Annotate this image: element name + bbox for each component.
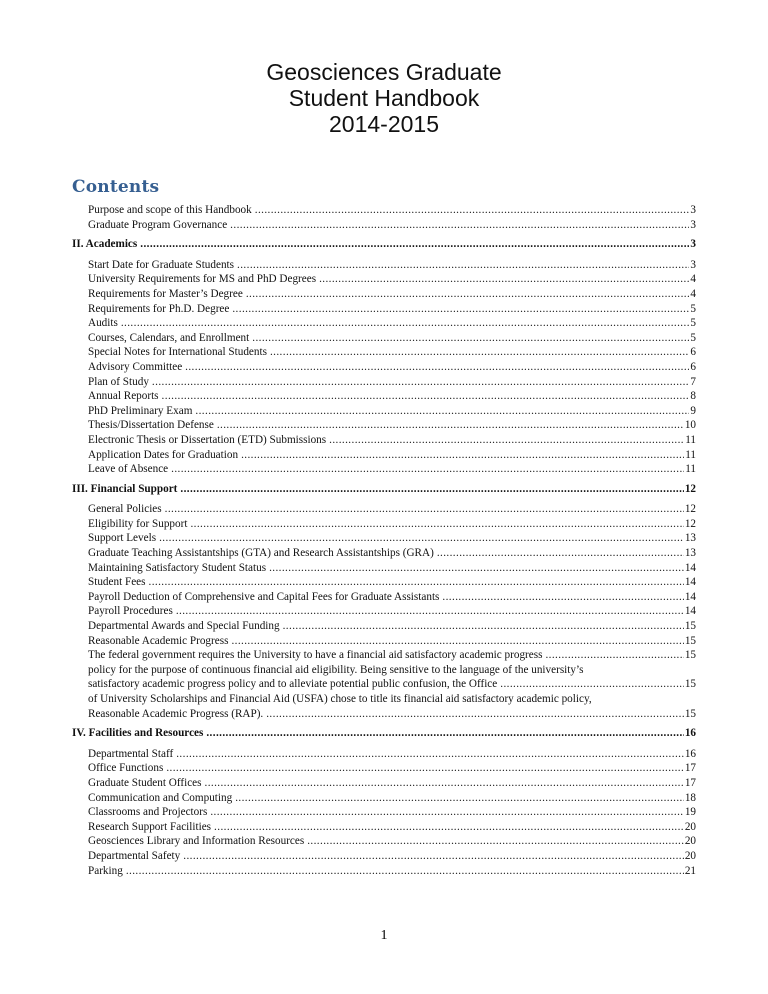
toc-entry-label: Research Support Facilities [88,820,212,833]
toc-section-academics[interactable] [72,237,696,252]
toc-entry-page: 20 [684,820,696,833]
dot-leader [152,375,689,390]
toc-entry-page: 5 [690,331,696,344]
toc-entry-page: 17 [684,762,696,775]
toc-entry-page: 13 [684,547,696,560]
toc-entry-page: 21 [684,864,696,877]
dot-leader [442,590,683,605]
toc-entry[interactable] [72,561,696,576]
dot-leader [206,726,683,741]
toc-entry-label: Payroll Procedures [88,605,173,618]
toc-entry[interactable] [72,820,696,835]
dot-leader [252,331,689,346]
title-line-3: 2014-2015 [329,111,439,137]
toc-entry-label: Purpose and scope of this Handbook [88,204,252,216]
toc-entry-page: 3 [690,218,696,231]
toc-entry[interactable] [72,448,696,463]
toc-entry[interactable] [72,849,696,864]
toc-entry[interactable] [72,331,696,346]
toc-entry-label: Courses, Calendars, and Enrollment [88,331,250,344]
toc-entry-label: Graduate Teaching Assistantships (GTA) and Research Assistantships (GRA) [88,547,434,560]
toc-entry-label: Classrooms and Projectors [88,806,208,819]
toc-entry-label: Leave of Absence [88,463,169,476]
dot-leader [166,761,684,776]
toc-entry[interactable] [72,272,696,287]
toc-entry-label: Student Fees [88,576,146,589]
dot-leader [237,258,689,273]
dot-leader [171,462,684,477]
toc-entry[interactable] [72,345,696,360]
toc-entry-page: 11 [685,433,696,446]
dot-leader [329,433,684,448]
toc-entry[interactable] [72,619,696,634]
dot-leader [180,482,683,497]
dot-leader [283,619,684,634]
toc-entry[interactable] [72,677,696,692]
dot-leader [149,575,684,590]
toc-entry[interactable] [72,805,696,820]
toc-section-page: 3 [690,238,696,251]
toc-entry-page: 14 [684,576,696,589]
dot-leader [266,707,684,722]
toc-entry-page: 15 [684,707,696,720]
toc-entry-label: Eligibility for Support [88,517,188,530]
toc-entry[interactable] [72,776,696,791]
toc-entry-page: 4 [690,287,696,300]
toc-entry[interactable] [72,218,696,233]
toc-entry-label: of University Scholarships and Financial Aid (USFA) chose to title its financial aid satisfactory academic policy, [88,693,592,705]
toc-entry-label: satisfactory academic progress policy and to alleviate potential public confusion, the Office [88,678,498,691]
toc-entry-page: 20 [684,849,696,862]
dot-leader [210,805,683,820]
dot-leader [190,517,683,532]
toc-entry[interactable] [72,517,696,532]
toc-entry-label: Support Levels [88,532,157,545]
toc-entry[interactable] [72,834,696,849]
toc-entry[interactable] [72,531,696,546]
toc-entry-page: 14 [684,590,696,603]
toc-entry[interactable] [72,258,696,273]
toc-entry-page: 11 [685,448,696,461]
toc-entry[interactable] [72,316,696,331]
dot-leader [500,677,684,692]
toc-entry-label: University Requirements for MS and PhD Degrees [88,273,317,286]
toc-entry-label: Reasonable Academic Progress (RAP). [88,707,264,720]
dot-leader [162,389,690,404]
dot-leader [195,404,689,419]
toc-entry-page: 7 [690,375,696,388]
toc-entry-page: 19 [684,806,696,819]
page-number: 1 [380,928,388,943]
toc-entry-page: 17 [684,776,696,789]
toc-entry[interactable] [72,302,696,317]
toc-entry-page: 5 [690,317,696,330]
toc-entry-label: Electronic Thesis or Dissertation (ETD) Submissions [88,433,327,446]
toc-entry[interactable] [72,747,696,762]
toc-entry-label: Application Dates for Graduation [88,448,239,461]
toc-section-page: 16 [684,727,696,740]
toc-entry-label: Advisory Committee [88,360,183,373]
toc-entry-label: Reasonable Academic Progress [88,634,229,647]
toc-section-label: II. Academics [72,238,138,251]
dot-leader [255,203,690,218]
toc-entry-label: Graduate Program Governance [88,218,228,231]
toc-entry[interactable] [72,389,696,404]
toc-entry-page: 14 [684,605,696,618]
dot-leader [140,237,689,252]
toc-entry-label: Thesis/Dissertation Defense [88,419,214,432]
toc-entry-page: 15 [684,649,696,662]
toc-entry[interactable] [72,360,696,375]
toc-entry[interactable] [72,575,696,590]
toc-entry-page: 11 [685,463,696,476]
toc-section-items [72,747,696,878]
toc-section-label: III. Financial Support [72,482,178,495]
toc-section-facilities-resources[interactable] [72,726,696,741]
toc-section-label: IV. Facilities and Resources [72,727,204,740]
table-of-contents [72,203,696,878]
document-title [0,59,768,137]
contents-heading: Contents [72,177,160,197]
dot-leader [183,849,684,864]
toc-entry-label: Maintaining Satisfactory Student Status [88,561,267,574]
dot-leader [246,287,690,302]
toc-entry-label: The federal government requires the University to have a financial aid satisfactory academic progress [88,649,543,662]
toc-entry[interactable] [72,604,696,619]
toc-entry-continuation[interactable] [72,663,696,678]
dot-leader [319,272,689,287]
toc-entry-page: 8 [690,390,696,403]
toc-entry-page: 3 [690,204,696,216]
dot-leader [269,561,684,576]
toc-entry[interactable] [72,634,696,649]
toc-entry-page: 9 [690,404,696,417]
dot-leader [270,345,689,360]
toc-entry-page: 13 [684,532,696,545]
toc-entry-page: 6 [690,346,696,359]
dot-leader [217,418,684,433]
dot-leader [205,776,684,791]
toc-entry-label: Departmental Staff [88,747,174,760]
dot-leader [176,747,684,762]
dot-leader [231,634,683,649]
dot-leader [165,502,684,517]
toc-entry-page: 16 [684,747,696,760]
toc-section-items [72,258,696,477]
toc-entry[interactable] [72,864,696,879]
toc-entry-label: General Policies [88,503,162,516]
dot-leader [241,448,684,463]
toc-entry-page: 14 [684,561,696,574]
toc-entry[interactable] [72,203,696,218]
dot-leader [159,531,684,546]
toc-entry[interactable] [72,791,696,806]
toc-entry[interactable] [72,418,696,433]
toc-entry-label: Special Notes for International Students [88,346,267,359]
dot-leader [185,360,689,375]
toc-entry[interactable] [72,707,696,722]
toc-entry-label: Annual Reports [88,390,159,403]
toc-entry-label: Graduate Student Offices [88,776,202,789]
dot-leader [235,791,684,806]
toc-section-financial-support[interactable] [72,482,696,497]
toc-entry-page: 15 [684,678,696,691]
toc-entry-label: Parking [88,864,123,877]
toc-entry-label: Audits [88,317,118,330]
toc-section-page: 12 [684,482,696,495]
toc-entry-page: 6 [690,360,696,373]
toc-entry[interactable] [72,546,696,561]
toc-entry-label: Payroll Deduction of Comprehensive and Capital Fees for Graduate Assistants [88,590,440,603]
toc-entry[interactable] [72,648,696,663]
toc-entry-page: 12 [684,503,696,516]
toc-entry-page: 15 [684,634,696,647]
toc-entry-label: Start Date for Graduate Students [88,258,235,271]
dot-leader [176,604,684,619]
toc-entry-page: 5 [690,302,696,315]
toc-entry-page: 3 [690,258,696,271]
toc-entry[interactable] [72,502,696,517]
toc-entry[interactable] [72,433,696,448]
toc-entry-page: 12 [684,517,696,530]
toc-entry-label: Geosciences Library and Information Resources [88,835,305,848]
toc-entry-page: 4 [690,273,696,286]
toc-entry-page: 18 [684,791,696,804]
toc-entry-label: Departmental Safety [88,849,181,862]
toc-entry-page: 15 [684,620,696,633]
toc-entry[interactable] [72,287,696,302]
toc-entry-page: 20 [684,835,696,848]
toc-entry[interactable] [72,404,696,419]
toc-entry[interactable] [72,462,696,477]
dot-leader [121,316,690,331]
toc-entry[interactable] [72,590,696,605]
toc-entry[interactable] [72,375,696,390]
title-line-2: Student Handbook [288,85,480,111]
dot-leader [214,820,684,835]
toc-entry-label: Requirements for Ph.D. Degree [88,302,230,315]
toc-entry[interactable] [72,761,696,776]
dot-leader [437,546,684,561]
toc-entry-label: Plan of Study [88,375,149,388]
toc-entry-label: Requirements for Master’s Degree [88,287,243,300]
dot-leader [545,648,683,663]
toc-entry-label: Departmental Awards and Special Funding [88,620,280,633]
toc-entry-page: 10 [684,419,696,432]
toc-entry-label: Communication and Computing [88,791,233,804]
toc-entry-label: policy for the purpose of continuous financial aid eligibility. Being sensitive to the language of the university’s [88,663,584,676]
dot-leader [307,834,684,849]
dot-leader [232,302,689,317]
toc-entry-label: PhD Preliminary Exam [88,404,193,417]
dot-leader [230,218,689,233]
title-line-1: Geosciences Graduate [266,59,502,85]
toc-section-items [72,502,696,721]
dot-leader [126,864,684,879]
toc-entry-label: Office Functions [88,762,164,775]
toc-entry-continuation[interactable] [72,692,696,707]
